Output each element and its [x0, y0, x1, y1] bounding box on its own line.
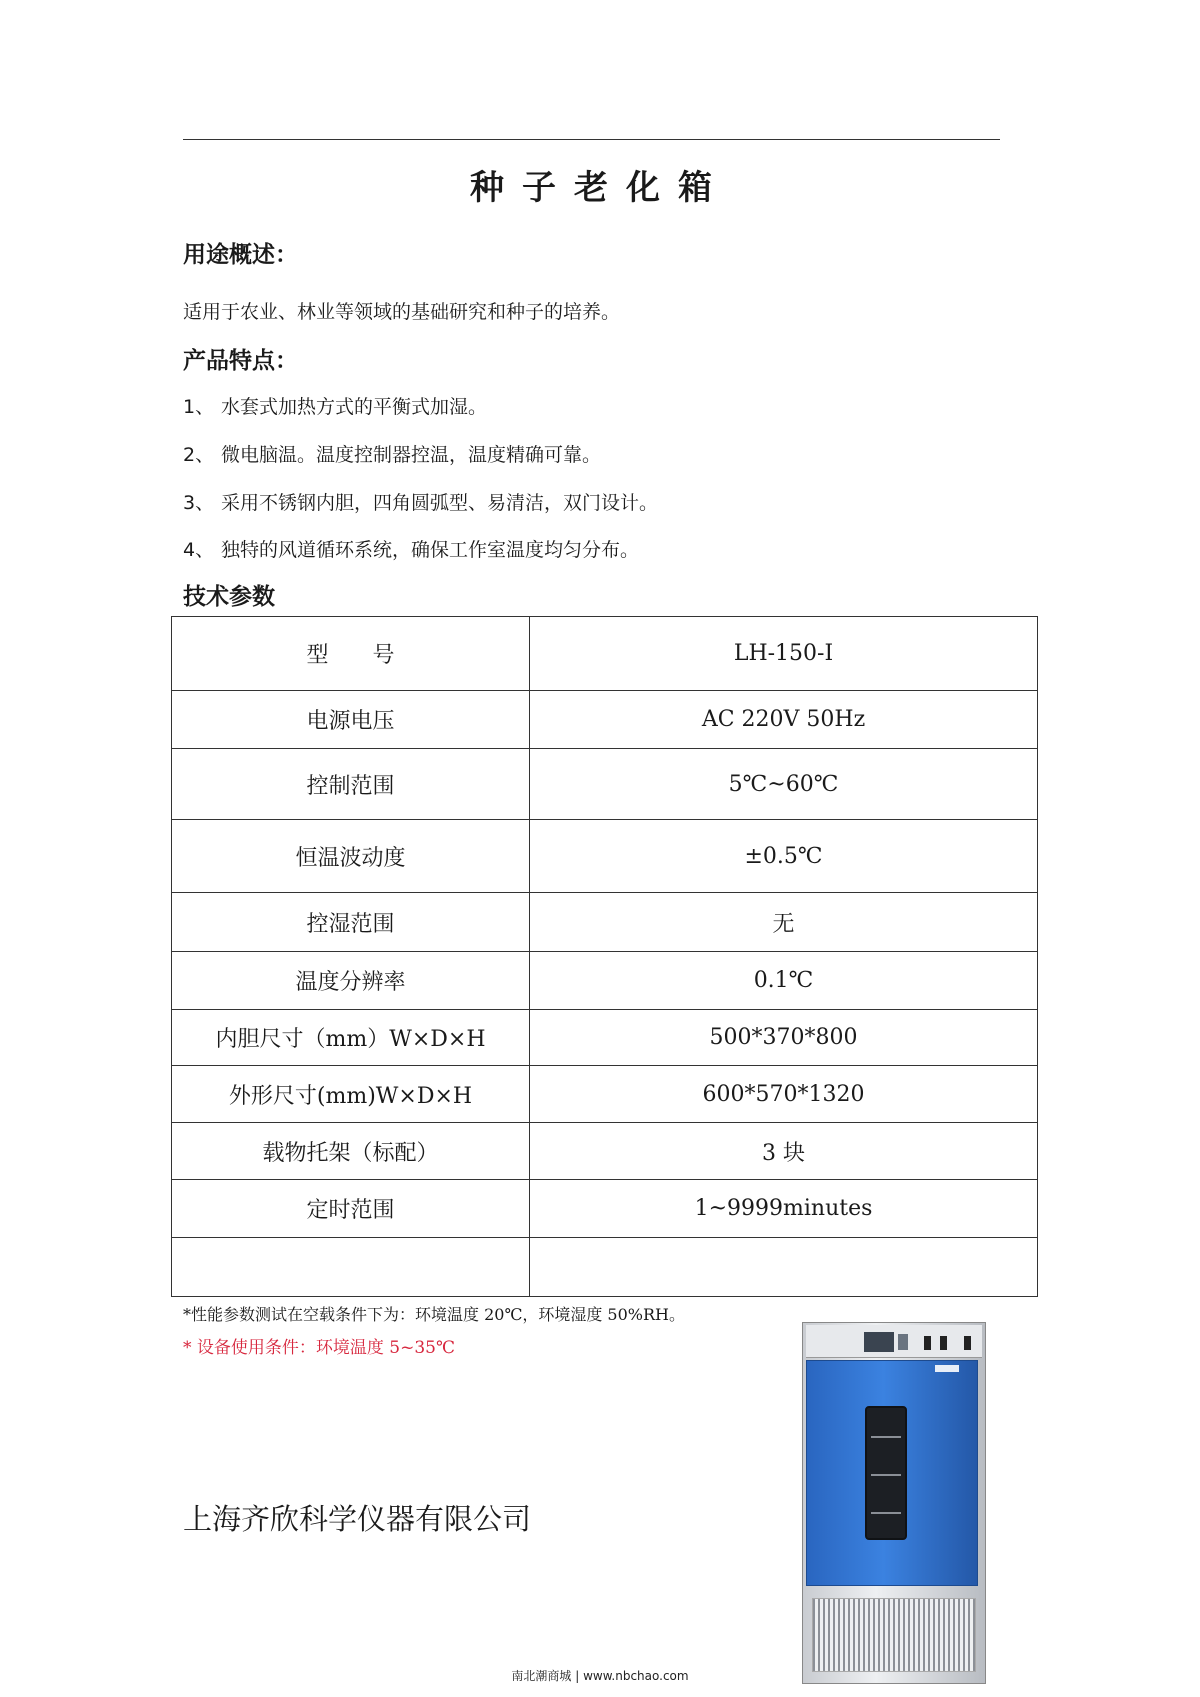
feature-number: 2、 [183, 444, 215, 466]
usage-conditions-note: * 设备使用条件：环境温度 5~35℃ [183, 1338, 456, 1358]
feature-item [183, 535, 639, 562]
spec-heading: 技术参数 [183, 584, 275, 610]
spec-key: 载物托架（标配） [172, 1123, 530, 1180]
table-row [172, 1180, 1038, 1238]
spec-value [530, 1238, 1038, 1297]
incubator-door [806, 1360, 978, 1586]
spec-value: 3 块 [530, 1123, 1038, 1180]
feature-text: 采用不锈钢内胆，四角圆弧型、易清洁，双门设计。 [221, 492, 659, 514]
spec-value: 0.1℃ [530, 952, 1038, 1010]
spec-key: 控制范围 [172, 749, 530, 820]
table-row [172, 952, 1038, 1010]
spec-value: ±0.5℃ [530, 820, 1038, 893]
control-panel [806, 1325, 982, 1358]
feature-item [183, 488, 658, 515]
table-row [172, 617, 1038, 691]
shelf-icon [871, 1436, 901, 1438]
feature-number: 4、 [183, 539, 215, 561]
feature-number: 3、 [183, 492, 215, 514]
spec-key: 型 号 [172, 617, 530, 691]
table-row [172, 1123, 1038, 1180]
usage-heading: 用途概述： [183, 242, 298, 268]
feature-item [183, 392, 487, 419]
feature-text: 微电脑温。温度控制器控温，温度精确可靠。 [221, 444, 602, 466]
table-row [172, 1066, 1038, 1123]
indicator-icon [898, 1334, 908, 1350]
feature-item [183, 440, 601, 467]
spec-key: 控湿范围 [172, 893, 530, 952]
switch-icon [940, 1336, 947, 1350]
brand-logo-icon [935, 1365, 959, 1372]
spec-value: 1~9999minutes [530, 1180, 1038, 1238]
company-name: 上海齐欣科学仪器有限公司 [183, 1502, 532, 1536]
spec-value: 500*370*800 [530, 1010, 1038, 1066]
door-window [865, 1406, 907, 1540]
spec-key: 电源电压 [172, 691, 530, 749]
features-heading: 产品特点： [183, 348, 298, 374]
page-title: 种子老化箱 [470, 168, 730, 208]
spec-value: 无 [530, 893, 1038, 952]
spec-key: 内胆尺寸（mm）W×D×H [172, 1010, 530, 1066]
table-row [172, 749, 1038, 820]
footer-text: 南北潮商城 | www.nbchao.com [511, 1669, 689, 1683]
spec-value: 5℃~60℃ [530, 749, 1038, 820]
shelf-icon [871, 1512, 901, 1514]
display-icon [864, 1332, 894, 1352]
spec-key: 温度分辨率 [172, 952, 530, 1010]
performance-note: *性能参数测试在空载条件下为：环境温度 20℃，环境湿度 50%RH。 [183, 1305, 685, 1324]
spec-table [171, 616, 1038, 1297]
switch-icon [964, 1336, 971, 1350]
table-row [172, 893, 1038, 952]
header-rule [183, 139, 1000, 140]
feature-number: 1、 [183, 396, 215, 418]
spec-key: 恒温波动度 [172, 820, 530, 893]
table-row [172, 691, 1038, 749]
spec-key: 定时范围 [172, 1180, 530, 1238]
table-row [172, 1010, 1038, 1066]
spec-value: AC 220V 50Hz [530, 691, 1038, 749]
shelf-icon [871, 1474, 901, 1476]
spec-value: LH-150-I [530, 617, 1038, 691]
spec-key [172, 1238, 530, 1297]
table-row [172, 1238, 1038, 1297]
feature-text: 独特的风道循环系统，确保工作室温度均匀分布。 [221, 539, 640, 561]
vent-grille-icon [812, 1598, 976, 1672]
feature-text: 水套式加热方式的平衡式加湿。 [221, 396, 488, 418]
switch-icon [924, 1336, 931, 1350]
incubator-illustration [802, 1322, 986, 1684]
usage-text: 适用于农业、林业等领域的基础研究和种子的培养。 [183, 301, 621, 323]
table-row [172, 820, 1038, 893]
spec-key: 外形尺寸(mm)W×D×H [172, 1066, 530, 1123]
spec-value: 600*570*1320 [530, 1066, 1038, 1123]
